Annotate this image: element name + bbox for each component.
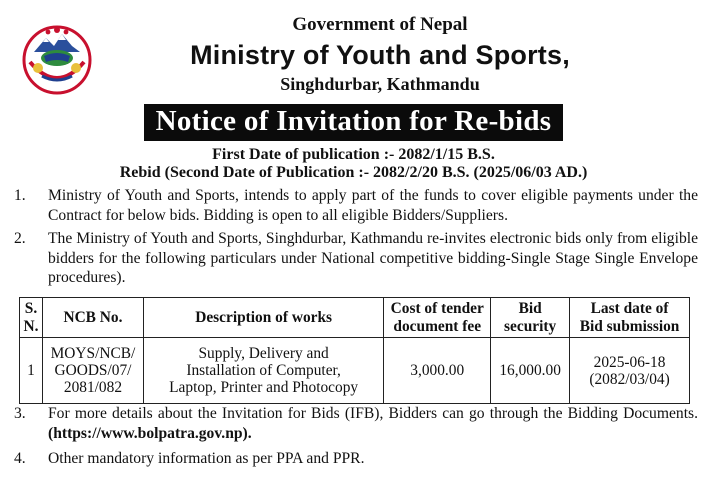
bid-table (19, 297, 690, 404)
paragraph-2 (14, 229, 698, 288)
paragraph-text: The Ministry of Youth and Sports, Singhdurbar, Kathmandu re-invites electronic bids only from eligible bidders for the following particulars under National competitive bidding-Single Stage Single Envelope procedures). (48, 230, 698, 287)
cell-ncb-no: MOYS/NCB/ GOODS/07/ 2081/082 (42, 338, 143, 404)
header-bid-security: Bid security (491, 298, 570, 338)
ministry-title: Ministry of Youth and Sports, (190, 40, 570, 70)
cell-bid-security: 16,000.00 (491, 338, 570, 404)
ministry-location: Singhdurbar, Kathmandu (280, 74, 480, 94)
cell-cost: 3,000.00 (384, 338, 491, 404)
government-title: Government of Nepal (292, 14, 468, 35)
cell-description: Supply, Delivery and Installation of Computer, Laptop, Printer and Photocopy (143, 338, 383, 404)
paragraph-1 (14, 186, 698, 225)
notice-banner-wrapper (0, 104, 707, 141)
cell-serial-number: 1 (20, 338, 43, 404)
paragraph-text: Ministry of Youth and Sports, intends to apply part of the funds to cover eligible payments under the Contract for below bids. Bidding is open to all eligible Bidders/Suppliers. (48, 187, 698, 224)
nepal-emblem-icon (20, 22, 94, 96)
header-last-date: Last date of Bid submission (570, 298, 690, 338)
header-ncb-no: NCB No. (42, 298, 143, 338)
paragraph-number: 4. (14, 450, 26, 467)
paragraph-4 (14, 449, 698, 469)
first-publication-date: First Date of publication :- 2082/1/15 B.S. (212, 146, 495, 163)
paragraph-number: 3. (14, 405, 26, 422)
paragraph-text: Other mandatory information as per PPA and PPR. (48, 450, 365, 467)
bolpatra-link[interactable]: (https://www.bolpatra.gov.np). (48, 424, 252, 442)
notice-banner: Notice of Invitation for Re-bids (144, 104, 564, 141)
table-header-row (20, 298, 690, 338)
header-serial-number: S. N. (20, 298, 43, 338)
paragraph-text: For more details about the Invitation for Bids (IFB), Bidders can go through the Bidding Documents.(https://www.bolpatra.gov.np). (48, 405, 698, 442)
table-row (20, 338, 690, 404)
paragraph-number: 2. (14, 230, 26, 247)
paragraph-number: 1. (14, 187, 26, 204)
paragraph-3 (14, 404, 698, 443)
second-publication-date: Rebid (Second Date of Publication :- 2082/2/20 B.S. (2025/06/03 AD.) (119, 164, 588, 181)
header-description: Description of works (143, 298, 383, 338)
header-cost-of-tender: Cost of tender document fee (384, 298, 491, 338)
cell-last-date: 2025-06-18 (2082/03/04) (570, 338, 690, 404)
